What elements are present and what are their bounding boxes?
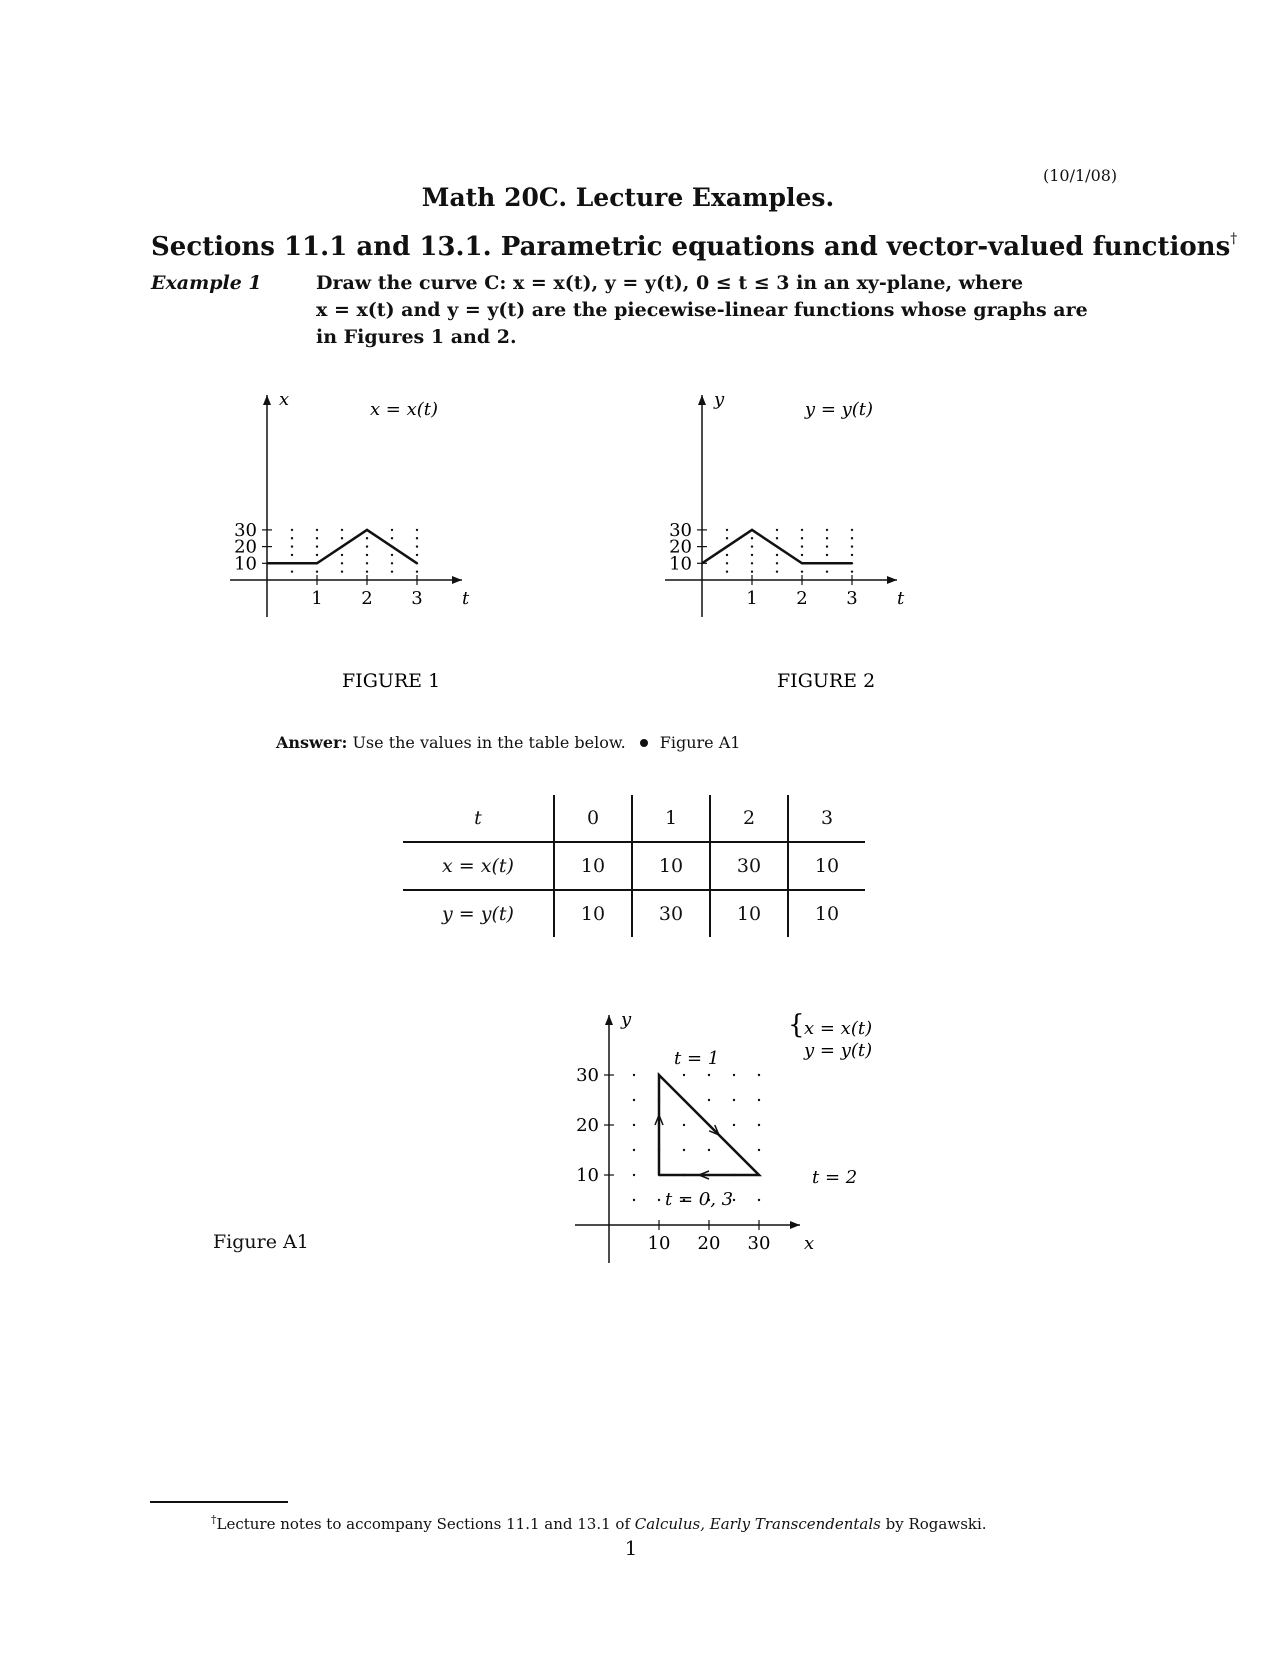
grid-dot <box>683 1074 685 1076</box>
grid-dot <box>708 1149 710 1151</box>
table-cell: 10 <box>788 890 865 937</box>
grid-dot <box>366 570 368 572</box>
grid-dot <box>751 570 753 572</box>
y-tick-label: 10 <box>234 553 257 575</box>
grid-dot <box>391 562 393 564</box>
grid-dot <box>758 1149 760 1151</box>
grid-dot <box>826 545 828 547</box>
grid-dot <box>683 1124 685 1126</box>
left-brace: { <box>788 1010 805 1040</box>
y-tick-label: 30 <box>234 519 257 541</box>
figure-a1 <box>576 1009 900 1275</box>
grid-dot <box>341 529 343 531</box>
grid-dot <box>416 545 418 547</box>
figure-1-caption: FIGURE 1 <box>342 670 441 692</box>
grid-dot <box>758 1124 760 1126</box>
grid-dot <box>633 1149 635 1151</box>
grid-dot <box>733 1099 735 1101</box>
x-tick-label: 10 <box>647 1233 671 1254</box>
grid-dot <box>316 529 318 531</box>
grid-dot <box>708 1099 710 1101</box>
grid-dot <box>851 545 853 547</box>
figure-2-caption: FIGURE 2 <box>777 670 876 692</box>
answer-bullet-text: Figure A1 <box>659 733 741 752</box>
grid-dot <box>366 537 368 539</box>
grid-dot <box>751 562 753 564</box>
grid-dot <box>633 1174 635 1176</box>
grid-dot <box>801 554 803 556</box>
grid-dot <box>658 1199 660 1201</box>
grid-dot <box>851 570 853 572</box>
y-axis-arrow-icon <box>263 395 271 405</box>
grid-dot <box>726 554 728 556</box>
table-cell: 30 <box>632 890 710 937</box>
grid-dot <box>291 545 293 547</box>
y-axis-label: y <box>714 389 725 410</box>
grid-dot <box>416 570 418 572</box>
curve-label: x = x(t) <box>369 399 439 420</box>
x-axis-arrow-icon <box>790 1221 800 1229</box>
answer-line <box>276 733 740 752</box>
x-tick-label: 1 <box>311 588 323 609</box>
table-row <box>403 842 865 890</box>
grid-dot <box>851 529 853 531</box>
x-axis-label: x <box>804 1233 815 1254</box>
grid-dot <box>683 1149 685 1151</box>
footnote: †Lecture notes to accompany Sections 11.1 and 13.1 of Calculus, Early Transcendentals by Rogawski. <box>211 1513 987 1533</box>
figure-a1-caption: Figure A1 <box>213 1231 309 1253</box>
x-axis-label: t <box>897 588 905 609</box>
table-cell: 10 <box>554 890 632 937</box>
grid-dot <box>291 570 293 572</box>
label-t1: t = 1 <box>674 1048 720 1069</box>
example-line-2: x = x(t) and y = y(t) are the piecewise-linear functions whose graphs are <box>316 299 1088 321</box>
x-tick-label: 3 <box>846 588 858 609</box>
x-tick-label: 2 <box>361 588 373 609</box>
table-cell: y = y(t) <box>403 890 554 937</box>
grid-dot <box>776 554 778 556</box>
table-cell: x = x(t) <box>403 842 554 890</box>
table-cell: 30 <box>710 842 788 890</box>
table-cell: 10 <box>554 842 632 890</box>
table-cell: 3 <box>788 795 865 842</box>
table-cell: 2 <box>710 795 788 842</box>
table-cell: 10 <box>788 842 865 890</box>
values-table <box>403 795 865 937</box>
y-tick-label: 30 <box>669 519 692 541</box>
grid-dot <box>826 537 828 539</box>
table-cell: t <box>474 807 482 829</box>
grid-dot <box>751 545 753 547</box>
footnote-mark: † <box>211 1513 217 1526</box>
grid-dot <box>391 570 393 572</box>
grid-dot <box>391 529 393 531</box>
grid-dot <box>291 537 293 539</box>
system-line-1: x = x(t) <box>804 1018 873 1039</box>
grid-dot <box>366 554 368 556</box>
y-axis-arrow-icon <box>698 395 706 405</box>
y-tick-label: 10 <box>576 1165 599 1186</box>
y-axis-arrow-icon <box>605 1015 613 1025</box>
label-t03: t = 0, 3 <box>665 1189 734 1210</box>
grid-dot <box>291 529 293 531</box>
x-tick-label: 20 <box>697 1233 721 1254</box>
grid-dot <box>633 1074 635 1076</box>
grid-dot <box>751 554 753 556</box>
label-t2: t = 2 <box>812 1167 858 1188</box>
grid-dot <box>801 570 803 572</box>
grid-dot <box>341 554 343 556</box>
system-line-2: y = y(t) <box>804 1040 873 1061</box>
footnote-rule <box>150 1501 288 1503</box>
grid-dot <box>726 529 728 531</box>
grid-dot <box>726 537 728 539</box>
grid-dot <box>391 554 393 556</box>
date-stamp: (10/1/08) <box>1043 166 1118 185</box>
grid-dot <box>633 1124 635 1126</box>
grid-dot <box>416 554 418 556</box>
y-tick-label: 20 <box>669 536 692 558</box>
table-cell: 10 <box>710 890 788 937</box>
parametric-curve <box>659 1075 759 1175</box>
page-number: 1 <box>624 1536 638 1560</box>
grid-dot <box>633 1099 635 1101</box>
answer-text: Use the values in the table below. <box>352 733 626 752</box>
grid-dot <box>826 529 828 531</box>
y-axis-label: y <box>621 1009 632 1030</box>
grid-dot <box>851 537 853 539</box>
table-cell: 10 <box>632 842 710 890</box>
table-cell: 1 <box>632 795 710 842</box>
grid-dot <box>801 537 803 539</box>
grid-dot <box>776 570 778 572</box>
grid-dot <box>758 1199 760 1201</box>
grid-dot <box>316 554 318 556</box>
grid-dot <box>733 1074 735 1076</box>
grid-dot <box>341 570 343 572</box>
grid-dot <box>366 562 368 564</box>
grid-dot <box>733 1199 735 1201</box>
grid-dot <box>316 537 318 539</box>
grid-dot <box>391 537 393 539</box>
x-tick-label: 2 <box>796 588 808 609</box>
y-tick-label: 20 <box>576 1115 599 1136</box>
grid-dot <box>776 529 778 531</box>
y-tick-label: 20 <box>234 536 257 558</box>
grid-dot <box>291 554 293 556</box>
x-axis-arrow-icon <box>887 576 897 584</box>
table-header-row <box>403 795 865 842</box>
grid-dot <box>708 1074 710 1076</box>
figure-2 <box>665 389 945 705</box>
grid-dot <box>851 554 853 556</box>
grid-dot <box>733 1124 735 1126</box>
grid-dot <box>776 562 778 564</box>
x-tick-label: 3 <box>411 588 423 609</box>
bullet-icon <box>640 739 648 747</box>
x-tick-label: 30 <box>747 1233 771 1254</box>
grid-dot <box>726 562 728 564</box>
grid-dot <box>758 1074 760 1076</box>
x-tick-label: 1 <box>746 588 758 609</box>
book-title: Calculus, Early Transcendentals <box>634 1515 881 1533</box>
grid-dot <box>341 562 343 564</box>
grid-dot <box>758 1099 760 1101</box>
table-row <box>403 890 865 937</box>
x-axis-label: t <box>462 588 470 609</box>
grid-dot <box>776 537 778 539</box>
y-tick-label: 10 <box>669 553 692 575</box>
x-axis-arrow-icon <box>452 576 462 584</box>
example-line-1: Draw the curve C: x = x(t), y = y(t), 0 ≤ t ≤ 3 in an xy-plane, where <box>316 272 1024 294</box>
table-cell: 0 <box>554 795 632 842</box>
answer-label: Answer: <box>276 733 348 752</box>
grid-dot <box>726 570 728 572</box>
example-statement <box>316 270 1106 351</box>
grid-dot <box>316 570 318 572</box>
grid-dot <box>416 529 418 531</box>
grid-dot <box>416 537 418 539</box>
grid-dot <box>751 537 753 539</box>
example-line-3: in Figures 1 and 2. <box>316 326 517 348</box>
y-tick-label: 30 <box>576 1065 599 1086</box>
grid-dot <box>316 545 318 547</box>
grid-dot <box>801 529 803 531</box>
grid-dot <box>826 554 828 556</box>
page-title: Math 20C. Lecture Examples. <box>421 183 835 212</box>
example-label: Example 1 <box>151 272 262 294</box>
y-axis-label: x <box>279 389 290 410</box>
figure-1 <box>230 389 510 705</box>
grid-dot <box>366 545 368 547</box>
section-heading: Sections 11.1 and 13.1. Parametric equations and vector-valued functions† <box>151 231 1238 262</box>
curve-line <box>267 530 417 563</box>
footnote-mark: † <box>1230 231 1238 247</box>
grid-dot <box>633 1199 635 1201</box>
curve-line <box>702 530 852 563</box>
grid-dot <box>341 537 343 539</box>
grid-dot <box>801 545 803 547</box>
curve-label: y = y(t) <box>804 399 874 420</box>
grid-dot <box>826 570 828 572</box>
